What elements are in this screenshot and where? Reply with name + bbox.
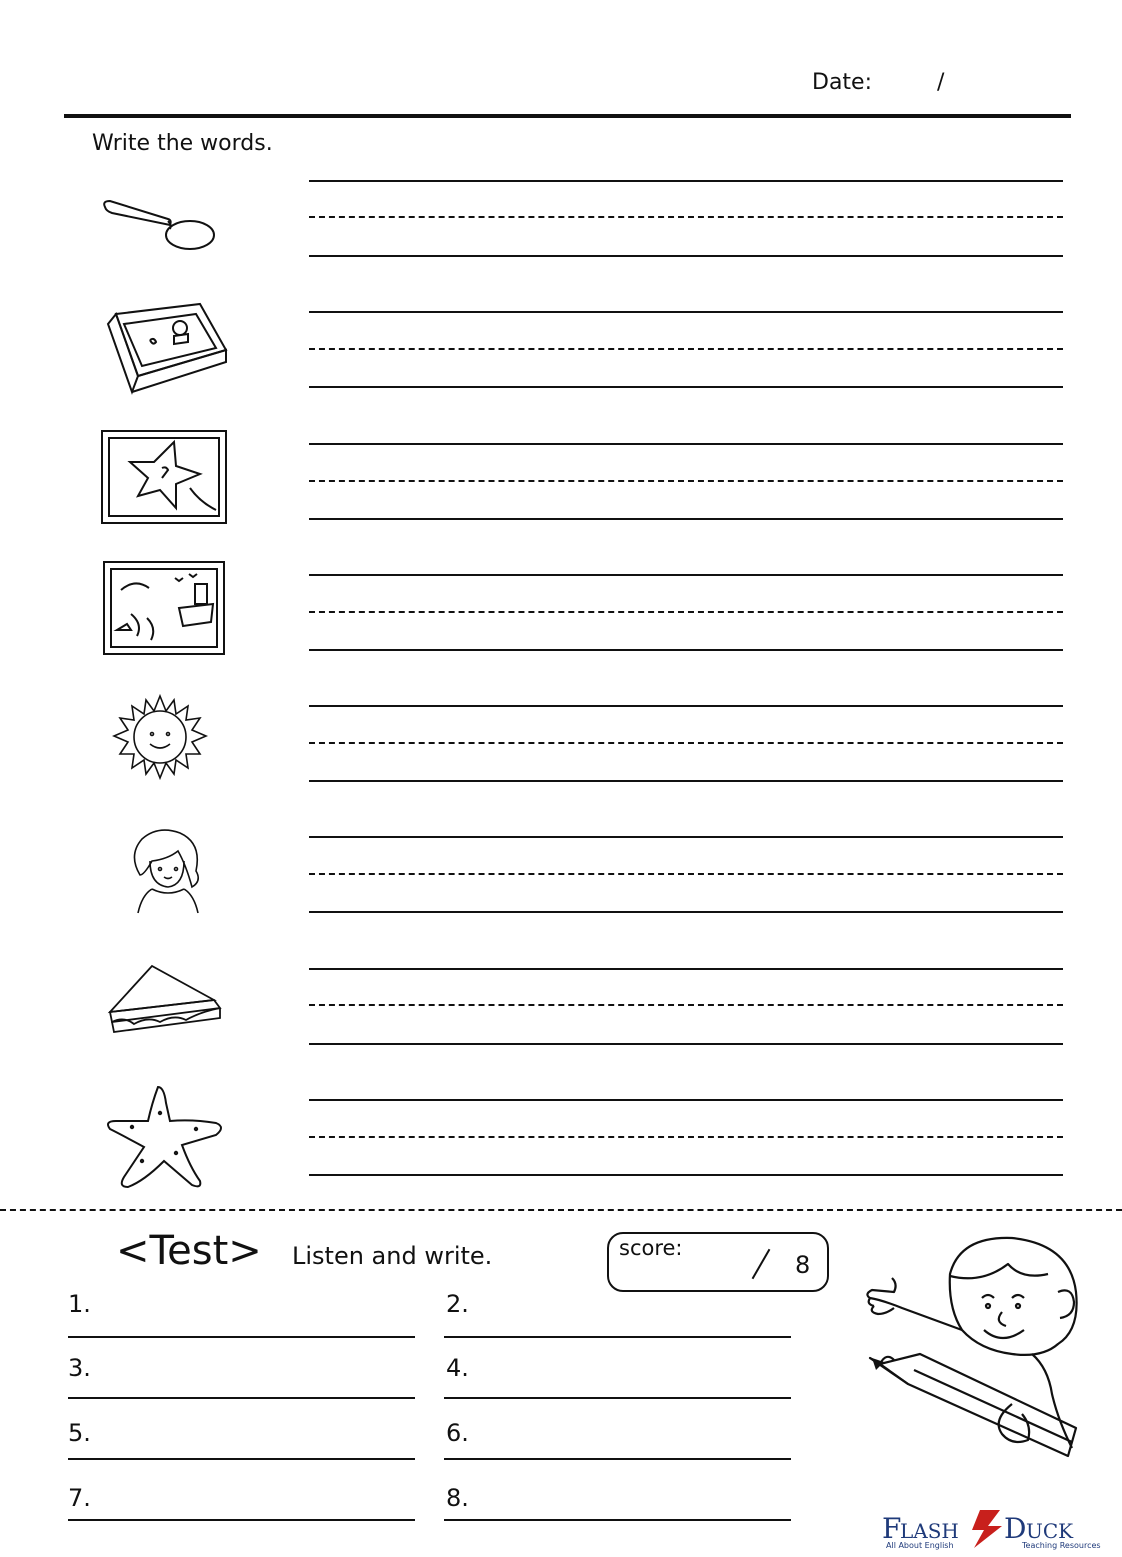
- writing-line-top[interactable]: [309, 968, 1063, 970]
- header-rule: [64, 114, 1071, 118]
- writing-line-top[interactable]: [309, 705, 1063, 707]
- writing-line-mid: [309, 873, 1063, 875]
- answer-line[interactable]: [68, 1336, 415, 1338]
- test-title: <Test>: [116, 1228, 262, 1274]
- answer-number: 2.: [446, 1290, 469, 1318]
- answer-number: 1.: [68, 1290, 91, 1318]
- writing-line-mid: [309, 611, 1063, 613]
- writing-line-mid: [309, 1004, 1063, 1006]
- svg-text:F: F: [882, 1512, 902, 1545]
- section-divider: [0, 1209, 1122, 1211]
- boy-pencil-icon: [862, 1234, 1086, 1464]
- date-label: Date:: [812, 70, 872, 95]
- answer-number: 6.: [446, 1419, 469, 1447]
- svg-text:D: D: [1004, 1512, 1027, 1545]
- answer-line[interactable]: [444, 1458, 791, 1460]
- answer-line[interactable]: [68, 1397, 415, 1399]
- answer-number: 8.: [446, 1484, 469, 1512]
- answer-line[interactable]: [444, 1519, 791, 1521]
- answer-line[interactable]: [444, 1397, 791, 1399]
- writing-line-bottom: [309, 1174, 1063, 1176]
- writing-line-mid: [309, 216, 1063, 218]
- writing-line-bottom: [309, 911, 1063, 913]
- writing-line-mid: [309, 1136, 1063, 1138]
- answer-line[interactable]: [68, 1458, 415, 1460]
- sandwich-icon: [104, 960, 226, 1042]
- writing-line-mid: [309, 742, 1063, 744]
- writing-line-top[interactable]: [309, 836, 1063, 838]
- score-label: score:: [619, 1236, 683, 1260]
- starfish-icon: [104, 1083, 228, 1193]
- answer-number: 5.: [68, 1419, 91, 1447]
- writing-line-bottom: [309, 780, 1063, 782]
- sea-picture-icon: [101, 560, 227, 656]
- answer-line[interactable]: [68, 1519, 415, 1521]
- score-total: 8: [795, 1251, 811, 1279]
- instruction-text: Write the words.: [92, 131, 273, 156]
- spoon-icon: [100, 195, 218, 257]
- sun-icon: [112, 692, 210, 782]
- answer-number: 7.: [68, 1484, 91, 1512]
- writing-line-bottom: [309, 255, 1063, 257]
- test-instruction: Listen and write.: [292, 1242, 493, 1270]
- girl-icon: [122, 825, 210, 917]
- svg-text:Teaching Resources: Teaching Resources: [1022, 1541, 1101, 1550]
- svg-text:LASH: LASH: [900, 1519, 959, 1543]
- svg-text:UCK: UCK: [1026, 1519, 1074, 1543]
- flashduck-logo: [880, 1504, 1116, 1550]
- writing-line-top[interactable]: [309, 574, 1063, 576]
- writing-line-bottom: [309, 386, 1063, 388]
- writing-line-bottom: [309, 518, 1063, 520]
- sandbox-icon: [104, 300, 230, 398]
- answer-number: 3.: [68, 1354, 91, 1382]
- writing-line-top[interactable]: [309, 443, 1063, 445]
- writing-line-bottom: [309, 1043, 1063, 1045]
- writing-line-top[interactable]: [309, 311, 1063, 313]
- writing-line-top[interactable]: [309, 1099, 1063, 1101]
- writing-line-mid: [309, 348, 1063, 350]
- date-slash: /: [937, 70, 945, 95]
- answer-number: 4.: [446, 1354, 469, 1382]
- answer-line[interactable]: [444, 1336, 791, 1338]
- starfish-picture-icon: [100, 428, 230, 526]
- writing-line-mid: [309, 480, 1063, 482]
- svg-text:All About English: All About English: [886, 1541, 954, 1550]
- writing-line-bottom: [309, 649, 1063, 651]
- writing-line-top[interactable]: [309, 180, 1063, 182]
